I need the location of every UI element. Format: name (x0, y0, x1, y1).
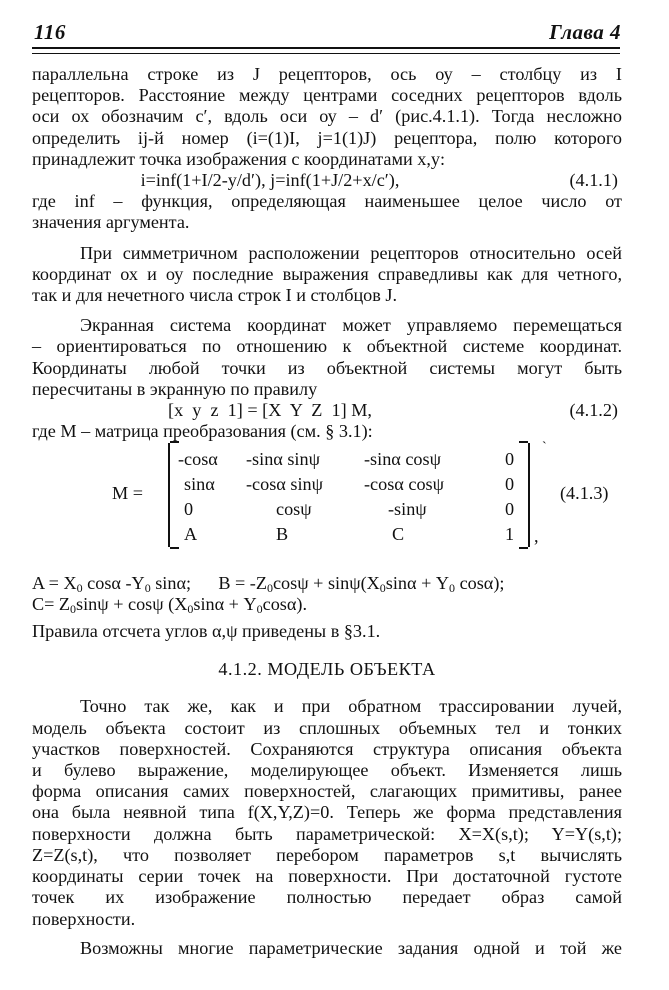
page-body (32, 64, 622, 959)
text-line: Точно так же, как и при обратном трассировании лучей, (80, 696, 622, 717)
matrix-cell: 0 (505, 499, 515, 520)
text-line: Z=Z(s,t), что позволяет перебором параметров s,t вычислять (32, 844, 622, 865)
text-line: модель объекта состоит из сплошных объемных тел и тонких (32, 717, 622, 738)
text-line: Правила отсчета углов α,ψ приведены в §3.1. (32, 621, 381, 642)
matrix-cell: -cosα (178, 449, 218, 470)
matrix-cell: 0 (184, 499, 194, 520)
text-line: форма описания самих поверхностей, слагающих примитивы, ранее (32, 781, 622, 802)
text-line: где M – матрица преобразования (см. § 3.1): (32, 421, 373, 442)
matrix-cell: C (392, 524, 405, 545)
text-line: значения аргумента. (32, 212, 190, 233)
print-mark: ˋ (542, 440, 547, 456)
text-line: рецепторов. Расстояние между центрами соседних рецепторов вдоль (32, 85, 622, 106)
definition-line: $A = X_0$ cosα $-Y_0$ sinα; $B = -Z_0\cos\psi + \sin\psi(X_0\sin\alpha + Y_0$ cosα); (32, 572, 505, 595)
text-line: При симметричном расположении рецепторов относительно осей (80, 242, 622, 263)
equation-formula: i=inf(1+I/2-y/d′), j=inf(1+J/2+x/c′), (140, 170, 400, 191)
text-line: оси ох обозначим с′, вдоль оси оу – d′ (рис.4.1.1). Тогда несложно (32, 106, 622, 127)
text-line: определить ij-й номер (i=(1)I, j=1(1)J) рецептора, полю которого (32, 127, 622, 148)
text-line: пересчитаны в экранную по правилу (32, 378, 318, 399)
text-line: параллельна строке из J рецепторов, ось оу – столбцу из I (32, 64, 622, 84)
equation-number: (4.1.1) (569, 170, 618, 191)
text-line: так и для нечетного числа строк I и столбцов J. (32, 285, 398, 306)
text-line: поверхности должна быть параметрической: X=X(s,t); Y=Y(s,t); (32, 823, 622, 844)
text-line: координат ох и оу последние выражения справедливы как для четного, (32, 263, 622, 284)
matrix-comma: , (534, 526, 539, 547)
matrix-label: M = (112, 483, 143, 504)
equation-4-1-3 (32, 440, 622, 551)
text-line: координаты серии точек на поверхности. При достаточной густоте (32, 866, 622, 887)
matrix-cell: 1 (505, 524, 515, 545)
section-heading: 4.1.2. МОДЕЛЬ ОБЪЕКТА (218, 659, 436, 680)
text-line: она была неявной типа f(X,Y,Z)=0. Теперь же форма представления (32, 802, 622, 823)
chapter-title: Глава 4 (549, 20, 621, 44)
matrix-cell: -sinψ (388, 499, 427, 520)
text-line: принадлежит точка изображения с координатами x,y: (32, 148, 446, 169)
equation-4-1-1 (32, 170, 622, 191)
text-line: Возможны многие параметрические задания одной и той же (80, 937, 622, 958)
matrix-cell: A (184, 524, 198, 545)
text-line: и булево выражение, моделирующее объект. Изменяется лишь (32, 760, 622, 781)
matrix-cell: 0 (505, 449, 515, 470)
text-line: Координаты любой точки из объектной системы могут быть (32, 357, 622, 378)
page-number: 116 (34, 20, 66, 44)
matrix-cell: 0 (505, 474, 515, 495)
running-header (34, 20, 621, 46)
equation-number: (4.1.2) (569, 400, 618, 421)
text-line: – ориентироваться по отношению к объектной системе координат. (32, 336, 622, 357)
matrix-cell: sinα (184, 474, 215, 495)
matrix-cell: -cosα sinψ (246, 474, 323, 495)
text-line: участков поверхностей. Сохраняются структура описания объекта (32, 738, 622, 759)
equation-number: (4.1.3) (560, 483, 609, 504)
text-line: Экранная система координат может управляемо перемещаться (80, 315, 622, 336)
matrix-cell: cosψ (276, 499, 312, 520)
matrix (168, 443, 530, 547)
definition-line: $C= Z_0\sin\psi + \cos\psi$ $(X_0\sin\alpha + Y_0\cos\alpha)$. (32, 593, 308, 616)
matrix-cell: B (276, 524, 289, 545)
matrix-cell: -sinα cosψ (364, 449, 441, 470)
text-line: где inf – функция, определяющая наименьшее целое число от (32, 191, 622, 212)
equation-4-1-2 (32, 400, 622, 421)
text-line: поверхности. (32, 908, 136, 929)
equation-formula: [x y z 1] = [X Y Z 1] M, (168, 400, 372, 421)
matrix-cell: -cosα cosψ (364, 474, 445, 495)
header-rule (32, 47, 620, 54)
matrix-cell: -sinα sinψ (246, 449, 320, 470)
text-line: точек их изображение полностью передает образ самой (32, 887, 622, 908)
